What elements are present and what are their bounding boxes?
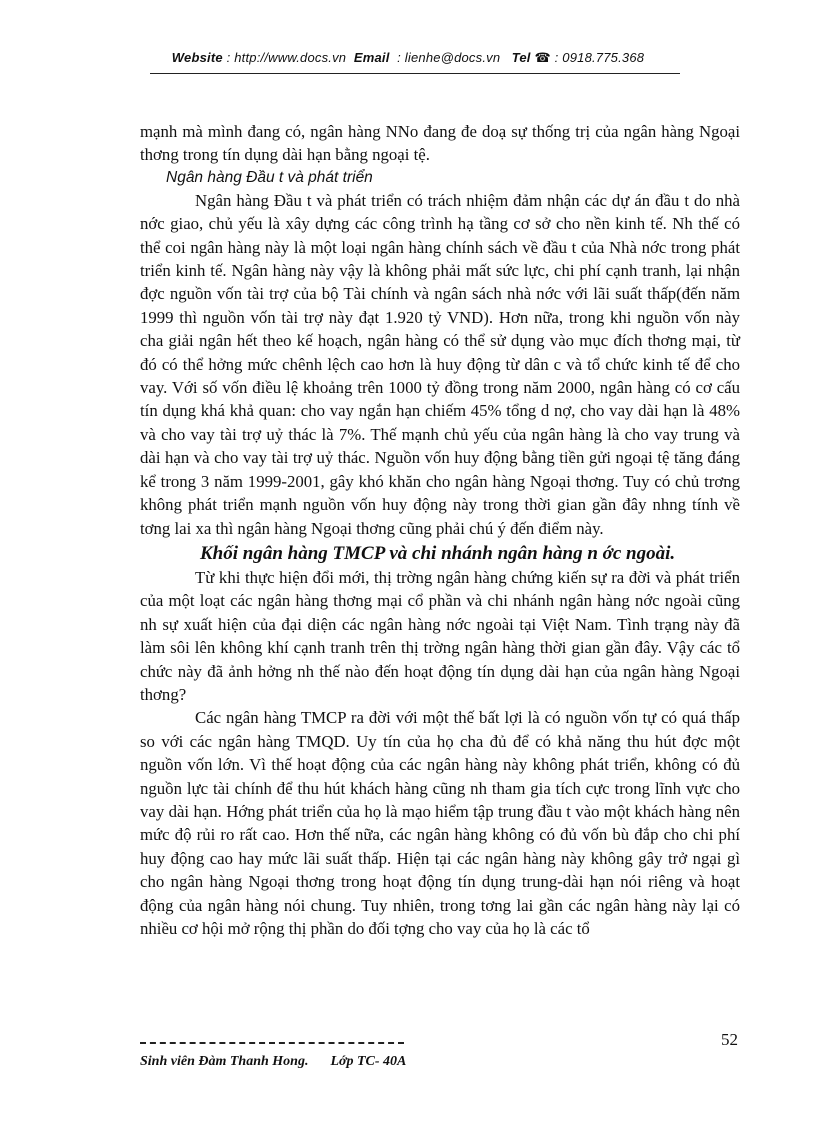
heading-tmcp: Khối ngân hàng TMCP và chi nhánh ngân hàng n ớc ngoài. [200, 542, 676, 564]
footer-student: Sinh viên Đàm Thanh Hong. [140, 1054, 309, 1069]
paragraph-continuation: mạnh mà mình đang có, ngân hàng NNo đang đe doạ sự thống trị của ngân hàng Ngoại thơng trong tín dụng dài hạn bằng ngoại tệ. [140, 122, 740, 165]
website-label: Website [171, 50, 223, 65]
header-divider [150, 73, 680, 74]
phone-icon: ☎ [534, 50, 551, 65]
website-value: : http://www.docs.vn [226, 50, 347, 65]
paragraph-tmcp-intro: Từ khi thực hiện đổi mới, thị trờng ngân hàng chứng kiến sự ra đời và phát triển của một loạt các ngân hàng thơng mại cổ phần và chi nhánh ngân hàng nớc ngoài cũng nh sự xuất hiện của đại diện các ngân hàng nớc ngoài tại Việt Nam. Tình trạng này đã làm sôi lên không khí cạnh tranh trên thị trờng ngân hàng thời gian gần đây. Vậy các tổ chức này đã ảnh hởng nh thế nào đến hoạt động tín dụng dài hạn của ngân hàng Ngoại thơng? [140, 567, 740, 704]
paragraph-bidv: Ngân hàng Đầu t và phát triển có trách nhiệm đảm nhận các dự án đầu t do nhà nớc giao, chủ yếu là xây dựng các công trình hạ tầng cơ sở cho nền kinh tế. Nh thế có thể coi ngân hàng này là một loại ngân hàng chính sách về đầu t của Nhà nớc trong phát triển kinh tế. Ngân hàng này vậy là không phải mất sức lực, chi phí cạnh tranh, lại nhận đợc nguồn vốn tài trợ của bộ Tài chính và ngân sách nhà nớc với lãi suất thấp(đến năm 1999 thì nguồn vốn tài trợ này đạt 1.920 tỷ VND). Hơn nữa, trong khi nguồn vốn này cha giải ngân hết theo kế hoạch, ngân hàng có thể sử dụng vào mục đích thơng mại, từ đó có thể hởng mức chênh lệch cao hơn là huy động từ dân c và tổ chức kinh tế để cho vay. Với số vốn điều lệ khoảng trên 1000 tỷ đồng trong năm 2000, ngân hàng có cơ cấu tín dụng khá khả quan: cho vay ngắn hạn chiếm 45% tổng d nợ, cho vay dài hạn là 48% và cho vay tài trợ uỷ thác là 7%. Thế mạnh chủ yếu của ngân hàng là cho vay trung và dài hạn và cho vay tài trợ uỷ thác. Nguồn vốn huy động bằng tiền gửi ngoại tệ tăng đáng kể trong 3 năm 1999-2001, gây khó khăn cho ngân hàng Ngoại thơng. Tuy có chủ trơng không phát triển mạnh nguồn vốn huy động này trong thời gian gần đây nhng tính về tơng lai xa thì ngân hàng Ngoại thơng cũng phải chú ý đến điểm này. [140, 190, 740, 538]
paragraph-tmcp-detail: Các ngân hàng TMCP ra đời với một thế bất lợi là có nguồn vốn tự có quá thấp so với các ngân hàng TMQD. Uy tín của họ cha đủ để có khả năng thu hút đợc một nguồn vốn lớn. Vì thế hoạt động của các ngân hàng này không phát triển, không có đủ nguồn lực tài chính để thu hút khách hàng cũng nh tham gia tích cực trong lĩnh vực cho vay dài hạn. Hớng phát triển của họ là mạo hiểm tập trung đầu t vào một khách hàng nên mức độ rủi ro rất cao. Hơn thế nữa, các ngân hàng không có đủ vốn bù đắp cho chi phí huy động cao hay mức lãi suất thấp. Hiện tại các ngân hàng này không gây trở ngại gì cho ngân hàng Ngoại thơng trong hoạt động tín dụng trung-dài hạn nói riêng và hoạt động của ngân hàng nói chung. Tuy nhiên, trong tơng lai gần các ngân hàng này lại có nhiều cơ hội mở rộng thị phần do đối tợng cho vay của họ là các tổ [140, 708, 740, 938]
heading-bidv: Ngân hàng Đầu t và phát triển [166, 168, 373, 186]
tel-value: : 0918.775.368 [554, 50, 645, 65]
tel-label: Tel [511, 50, 531, 65]
footer-divider [140, 1042, 404, 1044]
footer-class: Lớp TC- 40A [330, 1054, 407, 1069]
page-header [0, 50, 816, 66]
email-label: Email [353, 50, 390, 65]
footer-author [140, 1054, 406, 1070]
page-number: 52 [721, 1030, 738, 1049]
page-body [140, 120, 740, 940]
email-value: : lienhe@docs.vn [397, 50, 501, 65]
